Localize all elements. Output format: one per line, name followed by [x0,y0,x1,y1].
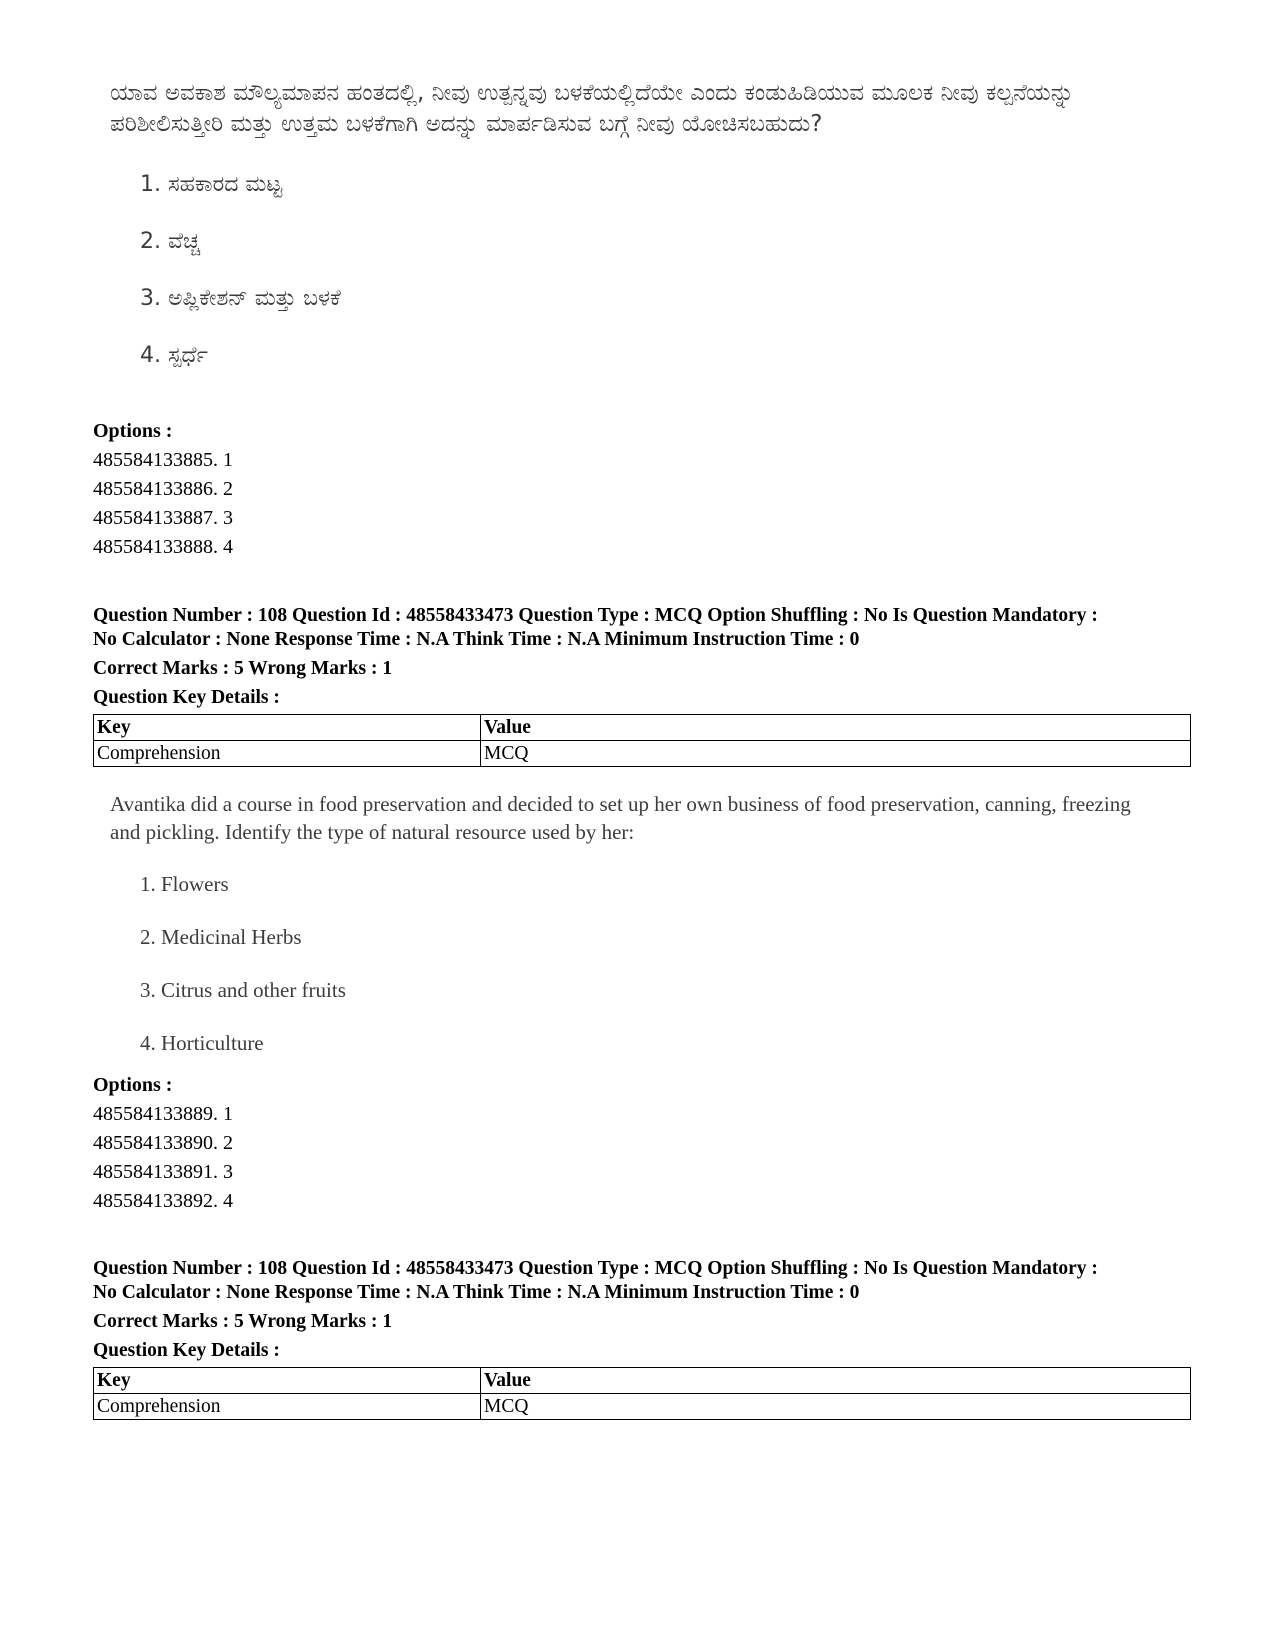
option-item: 485584133891. 3 [93,1161,233,1183]
table-header-value: Value [481,715,1191,741]
key-details-heading: Question Key Details : [93,1340,280,1361]
question-metadata [93,1257,1191,1420]
choice-item: 3. ಅಪ್ಲಿಕೇಶನ್ ಮತ್ತು ಬಳಕೆ [140,286,341,311]
table-cell-key: Comprehension [94,741,481,767]
choice-item: 2. Medicinal Herbs [140,925,302,949]
table-header-key: Key [94,1368,481,1394]
key-details-table [93,1367,1191,1420]
table-cell-key: Comprehension [94,1394,481,1420]
question-image-kannada [110,78,1140,398]
key-details-heading: Question Key Details : [93,687,280,708]
option-item: 485584133887. 3 [93,507,233,529]
question-image-english [110,790,1140,1082]
option-item: 485584133886. 2 [93,478,233,500]
choice-item: 1. Flowers [140,872,229,896]
option-item: 485584133889. 1 [93,1103,233,1125]
metadata-line: Question Number : 108 Question Id : 48558433473 Question Type : MCQ Option Shuffling : No Is Question Mandatory : [93,605,1098,626]
option-item: 485584133892. 4 [93,1190,233,1212]
choice-item: 1. ಸಹಕಾರದ ಮಟ್ಟ [140,172,283,197]
option-item: 485584133888. 4 [93,536,233,558]
table-header-row [94,715,1191,741]
choice-item: 3. Citrus and other fruits [140,978,346,1002]
option-item: 485584133890. 2 [93,1132,233,1154]
option-item: 485584133885. 1 [93,449,233,471]
table-cell-value: MCQ [481,741,1191,767]
table-row [94,741,1191,767]
metadata-line: No Calculator : None Response Time : N.A Think Time : N.A Minimum Instruction Time : 0 [93,1282,860,1303]
choice-list [110,170,1140,398]
table-header-row [94,1368,1191,1394]
options-heading: Options : [93,420,173,442]
question-metadata [93,604,1191,767]
table-row [94,1394,1191,1420]
table-cell-value: MCQ [481,1394,1191,1420]
metadata-line: No Calculator : None Response Time : N.A Think Time : N.A Minimum Instruction Time : 0 [93,629,860,650]
table-header-value: Value [481,1368,1191,1394]
choice-item: 4. ಸ್ಪರ್ಧೆ [140,343,208,368]
marks-line: Correct Marks : 5 Wrong Marks : 1 [93,658,393,679]
metadata-line: Question Number : 108 Question Id : 48558433473 Question Type : MCQ Option Shuffling : No Is Question Mandatory : [93,1258,1098,1279]
table-header-key: Key [94,715,481,741]
question-text: ಯಾವ ಅವಕಾಶ ಮೌಲ್ಯಮಾಪನ ಹಂತದಲ್ಲಿ, ನೀವು ಉತ್ಪನ್ನವು ಬಳಕೆಯಲ್ಲಿದೆಯೇ ಎಂದು ಕಂಡುಹಿಡಿಯುವ ಮೂಲಕ ನೀವು ಕಲ್ಪನೆಯನ್ನು ಪರಿಶೀಲಿಸುತ್ತೀರಿ ಮತ್ತು ಉತ್ತಮ ಬಳಕೆಗಾಗಿ ಅದನ್ನು ಮಾರ್ಪಡಿಸುವ ಬಗ್ಗೆ ನೀವು ಯೋಚಿಸಬಹುದು? [110,80,1074,137]
choice-list [110,870,1140,1082]
marks-line: Correct Marks : 5 Wrong Marks : 1 [93,1311,393,1332]
choice-item: 2. ವೆಚ್ಚ [140,229,201,254]
options-heading: Options : [93,1074,173,1096]
question-text: Avantika did a course in food preservation and decided to set up her own business of food preservation, canning, freezing and pickling. Identify the type of natural resource used by her: [110,792,1131,844]
key-details-table [93,714,1191,767]
choice-item: 4. Horticulture [140,1031,264,1055]
options-list [93,418,233,563]
options-list [93,1072,233,1217]
